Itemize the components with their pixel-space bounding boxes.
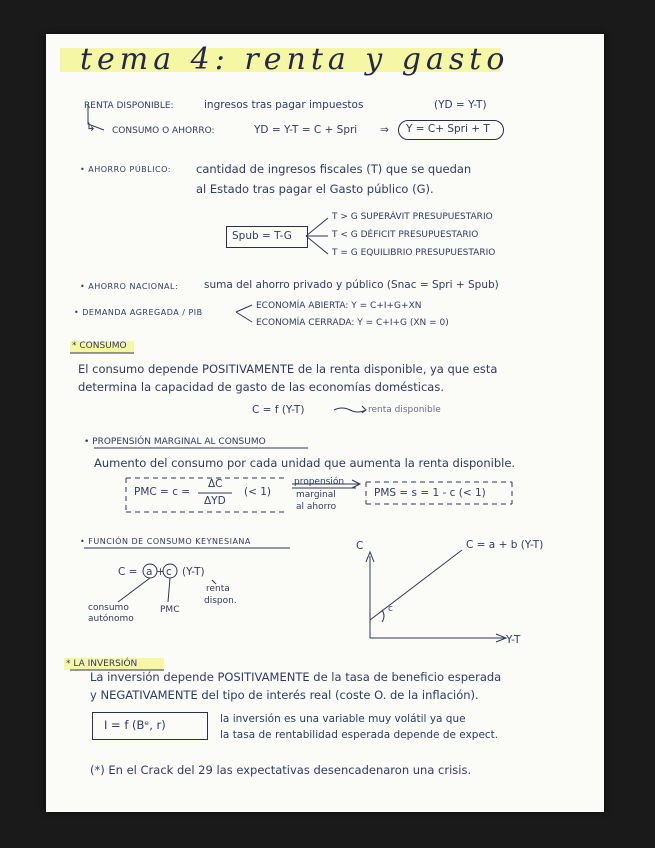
case-superavit: T > G SUPERÁVIT PRESUPUESTARIO (332, 212, 493, 222)
case-deficit: T < G DÉFICIT PRESUPUESTARIO (332, 230, 479, 240)
renta-boxed: Y = C+ Spri + T (406, 123, 490, 135)
spub-formula: Spub = T-G (232, 230, 292, 242)
pmc-formula-left: PMC = c = (134, 486, 191, 498)
renta-disp1: renta (206, 584, 230, 594)
implies-arrow-icon: ⇒ (380, 124, 389, 136)
keynes-rest: (Y-T) (182, 566, 205, 578)
consumo-formula: YD = Y-T = C + Spri (254, 124, 358, 136)
prop-line1: propensión (294, 477, 345, 487)
keynes-line-label: C = a + b (Y-T) (466, 539, 544, 551)
keynes-a: a (146, 566, 153, 578)
economia-abierta: ECONOMÍA ABIERTA: Y = C+I+G+XN (256, 301, 422, 311)
consumo-line1: El consumo depende POSITIVAMENTE de la renta disponible, ya que esta (78, 362, 498, 376)
axis-x-label: Y-T (506, 634, 521, 646)
pmc-lt1: (< 1) (244, 486, 272, 498)
slope-label: c (388, 604, 393, 614)
pmc-numerator: ΔC (208, 478, 223, 490)
pmc-heading: • PROPENSIÓN MARGINAL AL CONSUMO (84, 437, 266, 447)
crack-note: (*) En el Crack del 29 las expectativas desencadenaron una crisis. (90, 763, 472, 777)
pms-formula: PMS = s = 1 - c (< 1) (374, 487, 486, 499)
renta-label: RENTA DISPONIBLE: (84, 101, 174, 111)
consumo-autonomo2: autónomo (88, 614, 134, 624)
renta-formula: (YD = Y-T) (434, 99, 487, 111)
consumo-ahorro-label: CONSUMO O AHORRO: (112, 126, 215, 136)
inversion-line2: y NEGATIVAMENTE del tipo de interés real (coste O. de la inflación). (90, 688, 479, 702)
demanda-label: • DEMANDA AGREGADA / PIB (74, 308, 203, 317)
keynes-cc: c (166, 566, 172, 578)
prop-line3: al ahorro (296, 502, 337, 512)
ahorro-publico-line1: cantidad de ingresos fiscales (T) que se quedan (196, 162, 472, 176)
inversion-line1: La inversión depende POSITIVAMENTE de la tasa de beneficio esperada (90, 670, 502, 684)
axis-y-label: C (356, 540, 364, 552)
case-equilibrio: T = G EQUILIBRIO PRESUPUESTARIO (332, 248, 496, 258)
renta-disp2: dispon. (204, 596, 237, 606)
ahorro-nacional-label: • AHORRO NACIONAL: (80, 282, 179, 291)
page-title: tema 4: renta y gasto (80, 42, 510, 77)
inversion-heading: * LA INVERSIÓN (66, 659, 138, 669)
keynes-c: C = (118, 566, 138, 578)
pmc-label: PMC (160, 605, 180, 615)
prop-line2: marginal (296, 490, 336, 500)
ahorro-publico-line2: al Estado tras pagar el Gasto público (G). (196, 182, 434, 196)
inversion-note1: la inversión es una variable muy volátil ya que (220, 713, 466, 725)
keynes-heading: • FUNCIÓN DE CONSUMO KEYNESIANA (80, 537, 251, 546)
renta-text: ingresos tras pagar impuestos (204, 99, 364, 111)
hook-arrow-icon: ↳ (86, 120, 96, 134)
keynes-plus: + (156, 566, 165, 578)
consumo-note: renta disponible (368, 405, 441, 415)
consumo-formula-cf: C = f (Y-T) (252, 404, 305, 416)
ahorro-nacional-text: suma del ahorro privado y público (Snac = Spri + Spub) (204, 279, 499, 291)
consumo-heading: * CONSUMO (72, 341, 127, 351)
consumo-line2: determina la capacidad de gasto de las economías domésticas. (78, 380, 444, 394)
ahorro-publico-label: • AHORRO PÚBLICO: (80, 165, 171, 174)
consumo-autonomo1: consumo (88, 603, 129, 613)
economia-cerrada: ECONOMÍA CERRADA: Y = C+I+G (XN = 0) (256, 318, 449, 328)
inversion-boxed: I = f (Bᵉ, r) (104, 718, 166, 732)
pmc-denominator: ΔYD (204, 495, 226, 507)
inversion-note2: la tasa de rentabilidad esperada depende de expect. (220, 729, 499, 741)
pmc-text: Aumento del consumo por cada unidad que aumenta la renta disponible. (94, 456, 516, 470)
